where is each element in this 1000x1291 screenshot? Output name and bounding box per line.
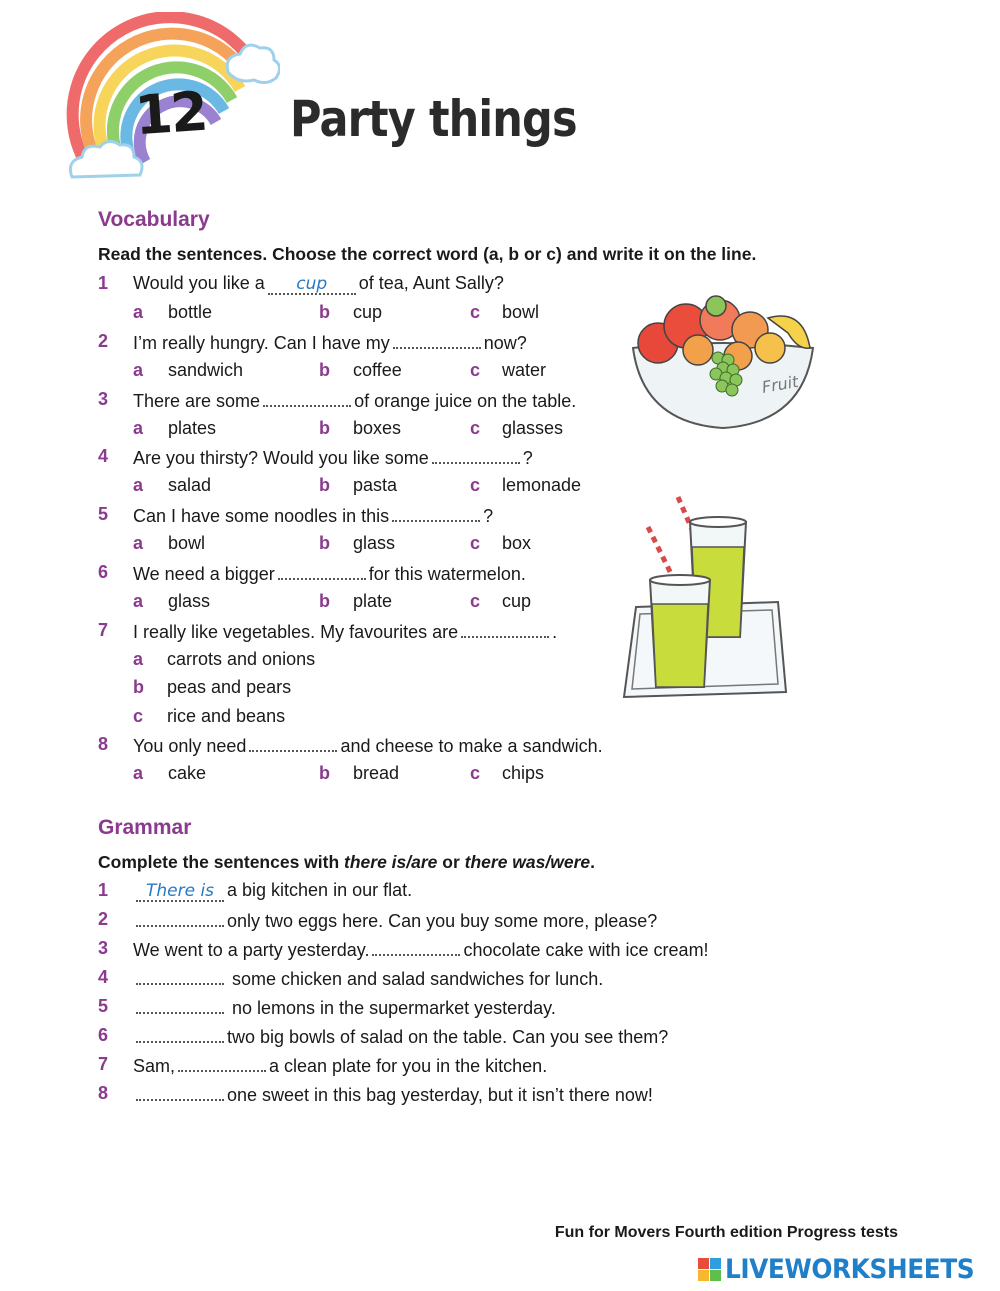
option-letter[interactable]: c — [470, 475, 481, 495]
option-text[interactable]: plates — [168, 418, 217, 438]
answer-blank[interactable]: There is — [136, 884, 224, 902]
question-number: 5 — [98, 996, 109, 1016]
option-text[interactable]: glass — [353, 533, 396, 553]
option-text[interactable]: lemonade — [502, 475, 582, 495]
option-letter[interactable]: a — [133, 360, 144, 380]
question-text — [133, 734, 603, 757]
question-text — [133, 389, 576, 412]
fruit-bowl-label: Fruit — [760, 371, 800, 397]
question-text — [133, 1054, 547, 1077]
option-letter[interactable]: c — [470, 360, 481, 380]
question-text-after: and cheese to make a sandwich. — [340, 736, 603, 756]
option-text[interactable]: boxes — [353, 418, 402, 438]
option-letter[interactable]: a — [133, 475, 144, 495]
option-text[interactable]: pasta — [353, 475, 398, 495]
option-text[interactable]: plate — [353, 591, 393, 611]
option-letter[interactable]: c — [470, 418, 481, 438]
question-text — [133, 562, 526, 585]
question-number: 4 — [98, 967, 109, 987]
option-text[interactable]: cup — [502, 591, 532, 611]
question-text-before: Are you thirsty? Would you like some — [133, 448, 429, 468]
question-text — [133, 273, 504, 295]
question-text-after: now? — [483, 333, 527, 353]
question-text-after: a clean plate for you in the kitchen. — [269, 1056, 548, 1076]
question-number: 1 — [98, 273, 109, 293]
question-text-after: of orange juice on the table. — [354, 391, 577, 411]
option-text[interactable]: bowl — [168, 533, 206, 553]
question-text-before: Sam, — [133, 1056, 176, 1076]
option-letter[interactable]: b — [319, 591, 330, 611]
option-letter[interactable]: a — [133, 302, 144, 322]
option-letter[interactable]: b — [319, 418, 330, 438]
option-text: rice and beans — [167, 706, 286, 726]
answer-blank[interactable] — [136, 909, 224, 927]
answer-blank[interactable] — [392, 504, 480, 522]
option-text[interactable]: bread — [353, 763, 400, 783]
answer-blank[interactable]: cup — [268, 277, 356, 295]
answer-blank[interactable] — [372, 938, 460, 956]
answer-blank[interactable] — [136, 996, 224, 1014]
option-text[interactable]: salad — [168, 475, 212, 495]
answer-blank[interactable] — [136, 1025, 224, 1043]
option-letter: b — [133, 677, 144, 697]
question-number: 6 — [98, 562, 109, 582]
question-number: 8 — [98, 734, 109, 754]
option-letter[interactable]: b — [319, 302, 330, 322]
answer-blank[interactable] — [461, 620, 549, 638]
grammar-instruction-part: or — [437, 852, 465, 872]
answer-blank[interactable] — [249, 734, 337, 752]
question-text-before: I’m really hungry. Can I have my — [133, 333, 390, 353]
option-letter[interactable]: c — [470, 533, 481, 553]
question-text-after: a big kitchen in our flat. — [227, 880, 413, 900]
question-text-after: ? — [483, 506, 494, 526]
question-text — [133, 620, 557, 643]
question-text — [133, 504, 493, 527]
question-text-after: chocolate cake with ice cream! — [463, 940, 709, 960]
question-text — [133, 996, 556, 1019]
option-text[interactable]: glass — [168, 591, 211, 611]
option-letter[interactable]: b — [319, 533, 330, 553]
question-text-after: one sweet in this bag yesterday, but it isn’t there now! — [227, 1085, 653, 1105]
answer-blank[interactable] — [136, 967, 224, 985]
question-text-before: We need a bigger — [133, 564, 275, 584]
option-letter[interactable]: a — [133, 763, 144, 783]
question-text-after: . — [552, 622, 558, 642]
option-letter[interactable]: c — [470, 763, 481, 783]
question-text — [133, 1083, 653, 1106]
fruit-bowl-illustration — [628, 288, 818, 433]
question-text-after: no lemons in the supermarket yesterday. — [227, 998, 556, 1018]
answer-blank[interactable] — [432, 446, 520, 464]
answer-blank[interactable] — [136, 1083, 224, 1101]
option-text: peas and pears — [167, 677, 292, 697]
book-title-footer: Fun for Movers Fourth edition Progress tests — [554, 1224, 898, 1241]
option-letter[interactable]: b — [319, 360, 330, 380]
option-text[interactable]: cup — [353, 302, 383, 322]
grammar-instruction-part: . — [590, 852, 596, 872]
option-text[interactable]: sandwich — [168, 360, 244, 380]
question-text-before: I really like vegetables. My favourites are — [133, 622, 459, 642]
question-text — [133, 446, 533, 469]
grammar-instruction-part: Complete the sentences with — [98, 852, 345, 872]
answer-blank[interactable] — [278, 562, 366, 580]
answer-blank[interactable] — [393, 331, 481, 349]
question-text-before: We went to a party yesterday. — [133, 940, 370, 960]
question-number: 1 — [98, 880, 109, 900]
question-number: 7 — [98, 620, 109, 640]
question-text — [133, 880, 412, 902]
option-text[interactable]: coffee — [353, 360, 402, 380]
question-text-after: of tea, Aunt Sally? — [358, 273, 504, 293]
grammar-instruction — [98, 852, 595, 873]
answer-blank[interactable] — [178, 1054, 266, 1072]
question-text-before: There are some — [133, 391, 261, 411]
liveworksheets-brand[interactable]: LIVEWORKSHEETS — [725, 1254, 975, 1285]
question-number: 8 — [98, 1083, 109, 1103]
option-letter[interactable]: a — [133, 591, 144, 611]
option-text[interactable]: box — [502, 533, 532, 553]
question-text-before: Would you like a — [133, 273, 265, 293]
question-text — [133, 1025, 668, 1048]
option-text[interactable]: bottle — [168, 302, 213, 322]
grammar-instruction-italic: there is/are — [344, 852, 438, 872]
grammar-heading: Grammar — [98, 816, 192, 839]
question-text-after: for this watermelon. — [368, 564, 526, 584]
question-text-after: two big bowls of salad on the table. Can you see them? — [227, 1027, 669, 1047]
unit-number: 12 — [132, 79, 209, 148]
question-number: 3 — [98, 938, 109, 958]
option-letter[interactable]: a — [133, 418, 144, 438]
option-letter[interactable]: a — [133, 533, 144, 553]
question-number: 7 — [98, 1054, 109, 1074]
page-title: Party things — [290, 90, 577, 148]
option-text[interactable]: cake — [168, 763, 207, 783]
question-text-after: only two eggs here. Can you buy some more, please? — [227, 911, 658, 931]
option-letter[interactable]: c — [470, 591, 481, 611]
question-number: 4 — [98, 446, 109, 466]
question-text — [133, 331, 527, 354]
question-number: 2 — [98, 331, 109, 351]
answer-blank[interactable] — [263, 389, 351, 407]
vocabulary-instruction: Read the sentences. Choose the correct word (a, b or c) and write it on the line. — [98, 244, 757, 264]
grammar-instruction-italic: there was/were — [464, 852, 591, 872]
question-number: 2 — [98, 909, 109, 929]
option-text[interactable]: water — [502, 360, 547, 380]
option-text[interactable]: bowl — [502, 302, 540, 322]
option-letter[interactable]: c — [470, 302, 481, 322]
option-text: carrots and onions — [167, 649, 316, 669]
option-letter: c — [133, 706, 144, 726]
question-text — [133, 909, 657, 932]
liveworksheets-logo-icon — [697, 1255, 723, 1285]
question-number: 6 — [98, 1025, 109, 1045]
question-number: 3 — [98, 389, 109, 409]
option-letter[interactable]: b — [319, 763, 330, 783]
option-letter: a — [133, 649, 144, 669]
question-text-before: You only need — [133, 736, 247, 756]
vocabulary-heading: Vocabulary — [98, 208, 210, 231]
lemonade-glasses-illustration — [618, 492, 790, 712]
question-text-after: some chicken and salad sandwiches for lunch. — [227, 969, 604, 989]
question-text — [133, 938, 709, 961]
question-number: 5 — [98, 504, 109, 524]
option-text[interactable]: glasses — [502, 418, 564, 438]
option-text[interactable]: chips — [502, 763, 545, 783]
question-text — [133, 967, 603, 990]
question-text-before: Can I have some noodles in this — [133, 506, 390, 526]
question-text-after: ? — [522, 448, 533, 468]
option-letter[interactable]: b — [319, 475, 330, 495]
